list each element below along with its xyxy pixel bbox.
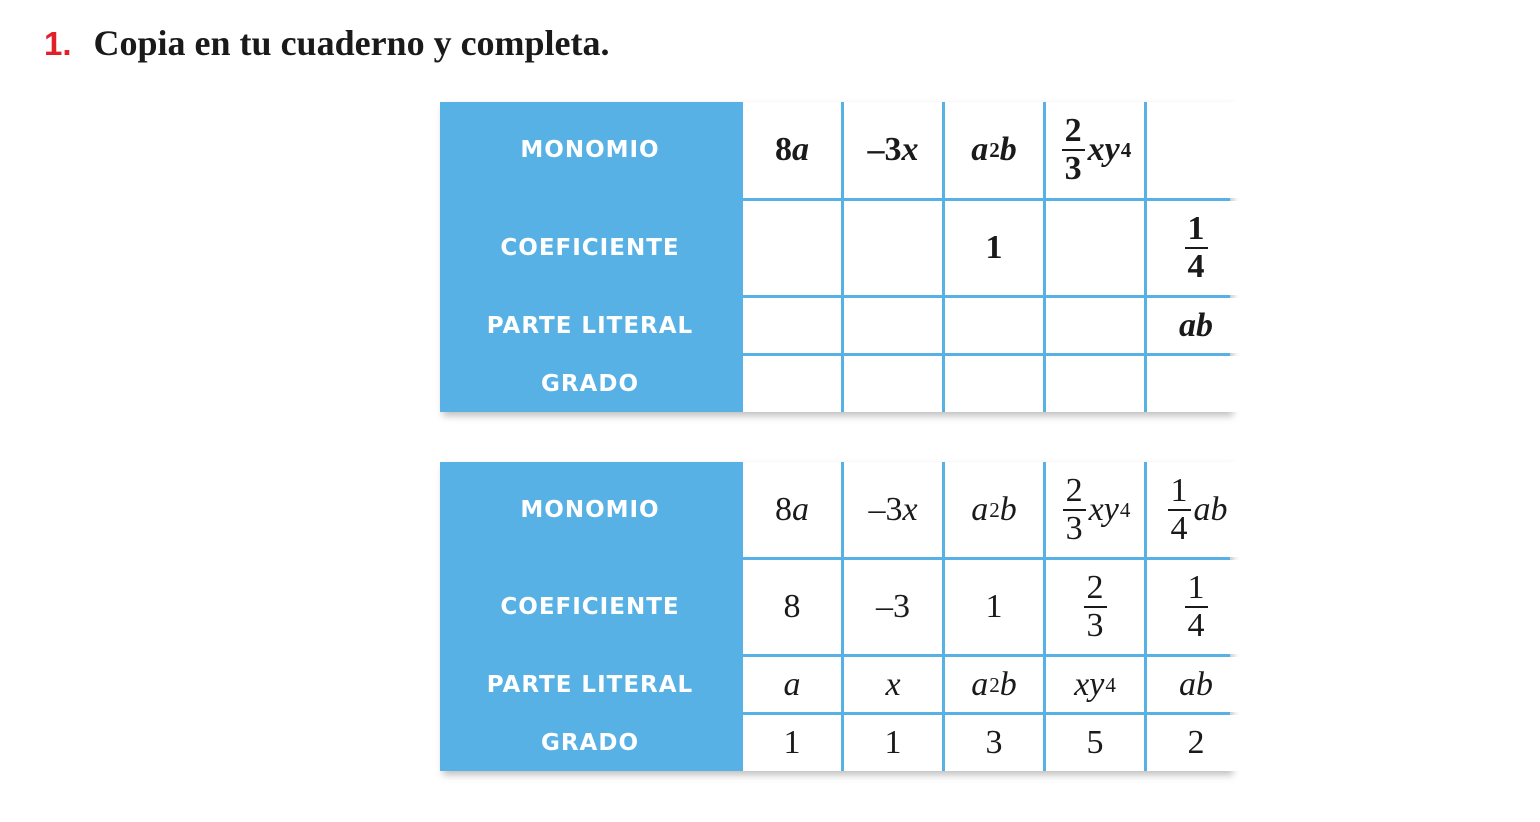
grado-cell-3: 3 bbox=[945, 715, 1043, 771]
monomio-cell-2: –3 x bbox=[844, 102, 942, 198]
grado-cell-4: 5 bbox=[1046, 715, 1144, 771]
row-header-monomio: MONOMIO bbox=[440, 102, 740, 198]
row-header-coeficiente: COEFICIENTE bbox=[440, 201, 740, 295]
coeficiente-cell-4 bbox=[1046, 201, 1144, 295]
parte-literal-cell-3: a 2 b bbox=[945, 657, 1043, 712]
coeficiente-cell-1: 8 bbox=[743, 560, 841, 654]
monomio-cell-3: a 2 b bbox=[945, 102, 1043, 198]
coeficiente-cell-1 bbox=[743, 201, 841, 295]
coeficiente-cell-5 bbox=[1147, 201, 1245, 295]
monomio-cell-3: a 2 b bbox=[945, 462, 1043, 557]
grado-cell-5: 2 bbox=[1147, 715, 1245, 771]
monomio-cell-4: $\frac{2}{3}$ xy 4 bbox=[1046, 102, 1144, 198]
coeficiente-cell-2: –3 bbox=[844, 560, 942, 654]
grado-cell-3 bbox=[945, 356, 1043, 412]
grado-cell-4 bbox=[1046, 356, 1144, 412]
parte-literal-cell-3 bbox=[945, 298, 1043, 353]
monomio-cell-1: 8 a bbox=[743, 462, 841, 557]
row-header-grado: GRADO bbox=[440, 715, 740, 771]
grado-cell-1: 1 bbox=[743, 715, 841, 771]
monomio-cell-5 bbox=[1147, 102, 1245, 198]
row-header-parte-literal: PARTE LITERAL bbox=[440, 657, 740, 712]
row-header-parte-literal: PARTE LITERAL bbox=[440, 298, 740, 353]
coeficiente-cell-3: 1 bbox=[945, 201, 1043, 295]
parte-literal-cell-4: xy 4 bbox=[1046, 657, 1144, 712]
fraction: $\frac{2}{3}$ bbox=[1063, 474, 1086, 546]
fraction: $\frac{2}{3}$ bbox=[1062, 114, 1085, 186]
exercise-instruction: Copia en tu cuaderno y completa. bbox=[93, 23, 610, 63]
coeficiente-cell-5 bbox=[1147, 560, 1245, 654]
answer-table bbox=[440, 462, 1230, 771]
parte-literal-cell-1: a bbox=[743, 657, 841, 712]
fraction: $\frac{1}{4}$ bbox=[1168, 474, 1191, 546]
row-header-monomio: MONOMIO bbox=[440, 462, 740, 557]
parte-literal-cell-4 bbox=[1046, 298, 1144, 353]
parte-literal-cell-1 bbox=[743, 298, 841, 353]
parte-literal-cell-2 bbox=[844, 298, 942, 353]
grado-cell-1 bbox=[743, 356, 841, 412]
fraction: $\frac{1}{4}$ bbox=[1185, 212, 1208, 284]
row-header-grado: GRADO bbox=[440, 356, 740, 412]
parte-literal-cell-2: x bbox=[844, 657, 942, 712]
coeficiente-cell-4 bbox=[1046, 560, 1144, 654]
fraction: $\frac{2}{3}$ bbox=[1084, 571, 1107, 643]
row-header-coeficiente: COEFICIENTE bbox=[440, 560, 740, 654]
monomio-cell-2: –3 x bbox=[844, 462, 942, 557]
exercise-table bbox=[440, 102, 1230, 412]
grado-cell-5 bbox=[1147, 356, 1245, 412]
coeficiente-cell-2 bbox=[844, 201, 942, 295]
monomio-cell-4: $\frac{2}{3}$ xy 4 bbox=[1046, 462, 1144, 557]
grado-cell-2: 1 bbox=[844, 715, 942, 771]
fraction: $\frac{1}{4}$ bbox=[1185, 571, 1208, 643]
parte-literal-cell-5: ab bbox=[1147, 657, 1245, 712]
exercise-header bbox=[44, 22, 610, 64]
exercise-number: 1. bbox=[44, 25, 72, 62]
parte-literal-cell-5: ab bbox=[1147, 298, 1245, 353]
monomio-cell-1: 8 a bbox=[743, 102, 841, 198]
coeficiente-cell-3: 1 bbox=[945, 560, 1043, 654]
monomio-cell-5: $\frac{1}{4}$ ab bbox=[1147, 462, 1245, 557]
grado-cell-2 bbox=[844, 356, 942, 412]
